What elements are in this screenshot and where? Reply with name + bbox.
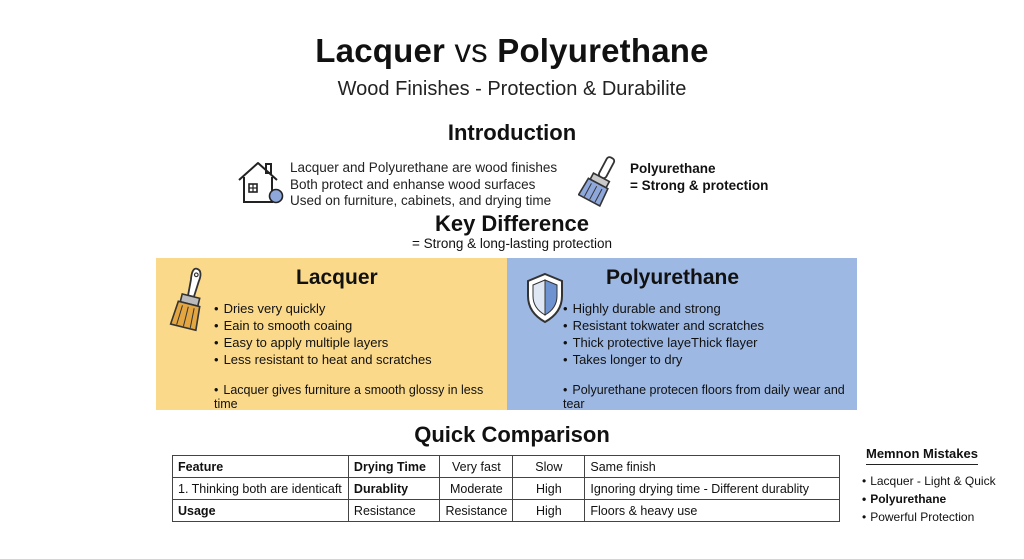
list-item: • Less resistant to heat and scratches	[214, 351, 432, 368]
table-cell: 1. Thinking both are identicaft	[173, 478, 349, 500]
polyurethane-note: • Polyurethane protecen floors from daily wear and tear	[563, 383, 857, 411]
list-item: • Easy to apply multiple layers	[214, 334, 432, 351]
intro-line: Used on furniture, cabinets, and drying time	[290, 193, 552, 208]
table-cell: Drying Time	[348, 456, 440, 478]
lacquer-panel	[156, 258, 507, 410]
table-cell: Same finish	[585, 456, 840, 478]
table-cell: Slow	[513, 456, 585, 478]
title-polyurethane: Polyurethane	[497, 32, 709, 69]
table-row	[173, 478, 840, 500]
lacquer-bullets	[214, 300, 432, 368]
paintbrush-icon	[578, 153, 622, 207]
polyurethane-bullets	[563, 300, 764, 368]
list-item: • Polyurethane	[862, 490, 996, 508]
comparison-table	[172, 455, 840, 522]
table-row	[173, 500, 840, 522]
key-difference-subheading: = Strong & long-lasting protection	[412, 236, 612, 251]
list-item: • Lacquer - Light & Quick	[862, 472, 996, 490]
intro-right-line: Polyurethane	[630, 161, 716, 176]
table-cell: Resistance	[348, 500, 440, 522]
intro-line: Both protect and enhanse wood surfaces	[290, 176, 536, 192]
paintbrush-icon	[168, 266, 212, 334]
intro-text	[290, 160, 557, 210]
list-item: • Powerful Protection	[862, 508, 996, 526]
introduction-heading: Introduction	[447, 120, 577, 145]
list-item: • Resistant tokwater and scratches	[563, 317, 764, 334]
table-cell: Durablity	[348, 478, 440, 500]
quick-comparison-heading: Quick Comparison	[414, 422, 610, 447]
table-cell: Feature	[173, 456, 349, 478]
table-cell: Floors & heavy use	[585, 500, 840, 522]
list-item: • Eain to smooth coaing	[214, 317, 432, 334]
table-row	[173, 456, 840, 478]
list-item: • Takes longer to dry	[563, 351, 764, 368]
list-item: • Dries very quickly	[214, 300, 432, 317]
page-title	[0, 32, 1024, 70]
polyurethane-title: Polyurethane	[606, 266, 740, 289]
intro-polyurethane-summary	[630, 160, 768, 194]
table-cell: Resistance	[440, 500, 513, 522]
lacquer-note: • Lacquer gives furniture a smooth glossy in less time	[214, 383, 507, 411]
title-vs: vs	[454, 32, 488, 69]
intro-right-line: = Strong & protection	[630, 178, 769, 193]
table-cell: High	[513, 500, 585, 522]
intro-line: Lacquer and Polyurethane are wood finishes	[290, 160, 558, 175]
house-icon	[236, 158, 286, 206]
key-difference-heading: Key Difference	[434, 211, 590, 236]
table-cell: Usage	[173, 500, 349, 522]
title-lacquer: Lacquer	[315, 32, 446, 69]
mistakes-heading: Memnon Mistakes	[866, 446, 978, 465]
table-cell: Very fast	[440, 456, 513, 478]
list-item: • Highly durable and strong	[563, 300, 764, 317]
table-cell: Ignoring drying time - Different durablity	[585, 478, 840, 500]
shield-icon	[525, 272, 565, 324]
list-item: • Thick protective layeThick flayer	[563, 334, 764, 351]
page-subtitle: Wood Finishes - Protection & Durabilite	[337, 78, 687, 100]
mistakes-list	[862, 472, 996, 526]
table-cell: Moderate	[440, 478, 513, 500]
table-cell: High	[513, 478, 585, 500]
polyurethane-panel	[507, 258, 857, 410]
lacquer-title: Lacquer	[296, 266, 378, 289]
